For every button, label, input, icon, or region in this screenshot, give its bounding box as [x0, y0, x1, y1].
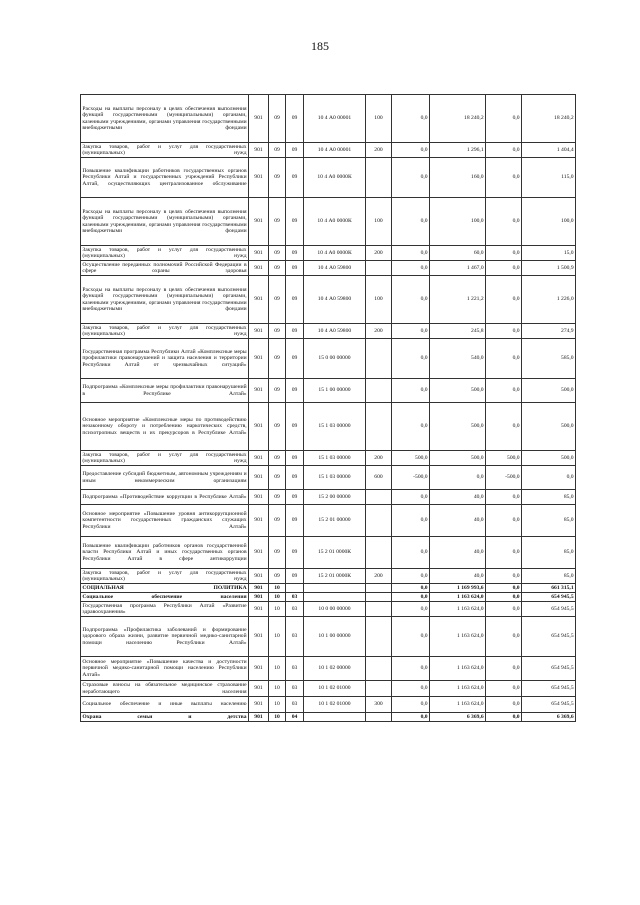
amount-change-1: 0,0 — [392, 537, 430, 569]
amount-total-1: 1 163 624,0 — [430, 593, 486, 602]
subsection-code: 09 — [286, 537, 304, 569]
ministry-code: 901 — [249, 681, 269, 697]
amount-total-1: 40,0 — [430, 490, 486, 505]
subsection-code: 09 — [286, 466, 304, 490]
ministry-code: 901 — [249, 713, 269, 722]
section-code: 09 — [269, 490, 286, 505]
amount-change-2: 0,0 — [486, 593, 522, 602]
amount-change-1: 0,0 — [392, 143, 430, 158]
amount-change-1: 0,0 — [392, 261, 430, 276]
ministry-code: 901 — [249, 617, 269, 657]
row-name: Охрана семьи и детства — [82, 713, 247, 720]
section-code: 09 — [269, 158, 286, 198]
amount-total-1: 500,0 — [430, 451, 486, 466]
amount-total-1: 40,0 — [430, 505, 486, 537]
row-name: Расходы на выплаты персоналу в целях обеспечения выполнения функций государственными (муниципальными) органами, казенными учреждениями, органами управления государственными внебюджетными фондами — [81, 95, 249, 143]
amount-change-2: 0,0 — [486, 617, 522, 657]
section-code: 09 — [269, 143, 286, 158]
target-article-code: 15 1 03 00000 — [304, 403, 366, 451]
amount-total-1: 500,0 — [430, 379, 486, 403]
row-name: Основное мероприятие «Повышение качества и доступности первичной медико-санитарной помощи населению Республики Алтай» — [81, 657, 249, 681]
amount-change-1: 0,0 — [392, 379, 430, 403]
amount-change-1: 0,0 — [392, 158, 430, 198]
section-code: 10 — [269, 697, 286, 713]
expense-type-code: 200 — [366, 324, 392, 339]
amount-change-1: 0,0 — [392, 584, 430, 593]
target-article-code: 10 4 А0 59800 — [304, 276, 366, 324]
section-code: 09 — [269, 466, 286, 490]
amount-change-1: 0,0 — [392, 505, 430, 537]
target-article-code: 15 1 03 00000 — [304, 466, 366, 490]
table-row — [81, 403, 576, 451]
subsection-code: 09 — [286, 505, 304, 537]
target-article-code — [304, 593, 366, 602]
ministry-code: 901 — [249, 261, 269, 276]
target-article-code: 15 0 00 00000 — [304, 339, 366, 379]
table-row — [81, 593, 576, 602]
amount-total-2: 18 240,2 — [522, 95, 576, 143]
ministry-code: 901 — [249, 505, 269, 537]
amount-total-2: 85,0 — [522, 490, 576, 505]
amount-change-2: 0,0 — [486, 379, 522, 403]
amount-total-1: 160,0 — [430, 158, 486, 198]
ministry-code: 901 — [249, 466, 269, 490]
amount-change-1: 0,0 — [392, 602, 430, 617]
table-row — [81, 617, 576, 657]
amount-total-1: 1 163 624,0 — [430, 617, 486, 657]
section-code: 09 — [269, 198, 286, 246]
amount-change-2: 0,0 — [486, 246, 522, 261]
target-article-code: 10 4 А0 59800 — [304, 324, 366, 339]
subsection-code: 09 — [286, 246, 304, 261]
amount-change-1: 0,0 — [392, 339, 430, 379]
target-article-code: 10 4 А0 00001 — [304, 95, 366, 143]
table-row — [81, 158, 576, 198]
amount-total-2: 654 945,5 — [522, 602, 576, 617]
expense-type-code — [366, 403, 392, 451]
amount-total-2: 1 404,4 — [522, 143, 576, 158]
expense-type-code — [366, 537, 392, 569]
target-article-code — [304, 584, 366, 593]
ministry-code: 901 — [249, 143, 269, 158]
amount-total-2: 500,0 — [522, 403, 576, 451]
amount-total-2: 500,0 — [522, 451, 576, 466]
row-name: Социальное обеспечение населения — [82, 593, 247, 600]
table-row — [81, 276, 576, 324]
amount-total-2: 85,0 — [522, 569, 576, 584]
table-row — [81, 379, 576, 403]
subsection-code: 03 — [286, 657, 304, 681]
expense-type-code — [366, 379, 392, 403]
table-row — [81, 657, 576, 681]
target-article-code: 15 1 03 00000 — [304, 451, 366, 466]
ministry-code: 901 — [249, 158, 269, 198]
row-name: Подпрограмма «Профилактика заболеваний и формирование здорового образа жизни, развитие первичной медико-санитарной помощи населению Республики Алтай» — [81, 617, 249, 657]
section-code: 10 — [269, 593, 286, 602]
expense-type-code — [366, 602, 392, 617]
table-row — [81, 681, 576, 697]
row-name: Осуществление переданных полномочий Российской Федерации в сфере охраны здоровья — [82, 261, 247, 274]
subsection-code: 09 — [286, 276, 304, 324]
expense-type-code — [366, 593, 392, 602]
amount-total-2: 100,0 — [522, 198, 576, 246]
amount-total-1: 245,8 — [430, 324, 486, 339]
row-name: Государственная программа Республики Алтай «Комплексные меры профилактики правонарушений и защита населения и территории Республики Алтай от чрезвычайных ситуаций» — [81, 339, 249, 379]
row-name: Страховые взносы на обязательное медицинское страхование неработающего населения — [82, 682, 247, 695]
table-row — [81, 198, 576, 246]
row-name: Основное мероприятие «Повышение уровня антикоррупционной компетентности государственных гражданских служащих Республики Алтай» — [81, 505, 249, 537]
amount-total-2: 1 500,9 — [522, 261, 576, 276]
amount-total-1: 18 240,2 — [430, 95, 486, 143]
expense-type-code: 200 — [366, 246, 392, 261]
row-name: Социальное обеспечение и иные выплаты населению — [81, 697, 249, 713]
section-code: 10 — [269, 602, 286, 617]
amount-change-2: 0,0 — [486, 713, 522, 722]
section-code: 09 — [269, 379, 286, 403]
amount-change-2: 0,0 — [486, 339, 522, 379]
target-article-code: 10 1 02 01000 — [304, 681, 366, 697]
ministry-code: 901 — [249, 379, 269, 403]
section-code: 09 — [269, 403, 286, 451]
amount-change-2: 0,0 — [486, 261, 522, 276]
row-name: Государственная программа Республики Алтай «Развитие здравоохранения» — [82, 602, 247, 615]
target-article-code: 10 0 00 00000 — [304, 602, 366, 617]
page-number: 185 — [311, 39, 329, 53]
ministry-code: 901 — [249, 95, 269, 143]
amount-total-2: 85,0 — [522, 505, 576, 537]
section-code: 09 — [269, 95, 286, 143]
subsection-code: 03 — [286, 593, 304, 602]
budget-table — [80, 94, 576, 722]
ministry-code: 901 — [249, 198, 269, 246]
section-code: 10 — [269, 681, 286, 697]
target-article-code: 10 1 02 01000 — [304, 697, 366, 713]
ministry-code: 901 — [249, 697, 269, 713]
amount-total-2: 85,0 — [522, 537, 576, 569]
amount-total-2: 654 945,5 — [522, 617, 576, 657]
ministry-code: 901 — [249, 490, 269, 505]
row-name: Закупка товаров, работ и услуг для государственных (муниципальных) нужд — [82, 569, 247, 582]
amount-change-2: 0,0 — [486, 276, 522, 324]
subsection-code: 09 — [286, 403, 304, 451]
amount-change-2: 500,0 — [486, 451, 522, 466]
expense-type-code: 100 — [366, 95, 392, 143]
row-name: Предоставление субсидий бюджетным, автономным учреждениям и иным некоммерческим организациям — [81, 466, 249, 490]
expense-type-code — [366, 713, 392, 722]
amount-total-1: 1 163 624,0 — [430, 681, 486, 697]
section-code: 09 — [269, 246, 286, 261]
subsection-code: 09 — [286, 339, 304, 379]
amount-change-1: 0,0 — [392, 569, 430, 584]
table-row — [81, 451, 576, 466]
amount-change-1: 0,0 — [392, 593, 430, 602]
subsection-code: 09 — [286, 569, 304, 584]
amount-change-2: 0,0 — [486, 537, 522, 569]
target-article-code: 10 4 А0 0000К — [304, 246, 366, 261]
amount-change-1: 0,0 — [392, 697, 430, 713]
expense-type-code — [366, 158, 392, 198]
subsection-code: 09 — [286, 451, 304, 466]
ministry-code: 901 — [249, 584, 269, 593]
subsection-code: 09 — [286, 379, 304, 403]
table-row — [81, 143, 576, 158]
ministry-code: 901 — [249, 276, 269, 324]
amount-change-2: 0,0 — [486, 505, 522, 537]
target-article-code: 10 1 00 00000 — [304, 617, 366, 657]
target-article-code: 10 4 А0 00001 — [304, 143, 366, 158]
amount-total-2: 500,0 — [522, 379, 576, 403]
row-name: Расходы на выплаты персоналу в целях обеспечения выполнения функций государственными (муниципальными) органами, казенными учреждениями, органами управления государственными внебюджетными фондами — [81, 198, 249, 246]
expense-type-code — [366, 657, 392, 681]
table-row — [81, 324, 576, 339]
amount-total-2: 654 945,5 — [522, 681, 576, 697]
section-code: 09 — [269, 324, 286, 339]
amount-change-2: 0,0 — [486, 602, 522, 617]
expense-type-code: 300 — [366, 697, 392, 713]
row-name: Основное мероприятие «Комплексные меры по противодействию незаконному обороту и потреблению наркотических средств, психотропных веществ и их прекурсоров в Республике Алтай» — [81, 403, 249, 451]
ministry-code: 901 — [249, 339, 269, 379]
row-name: Подпрограмма «Противодействие коррупции в Республике Алтай» — [81, 490, 249, 505]
amount-total-1: 6 369,6 — [430, 713, 486, 722]
amount-change-2: 0,0 — [486, 403, 522, 451]
amount-total-1: 1 296,1 — [430, 143, 486, 158]
amount-change-2: 0,0 — [486, 143, 522, 158]
section-code: 09 — [269, 339, 286, 379]
subsection-code: 09 — [286, 198, 304, 246]
row-name: СОЦИАЛЬНАЯ ПОЛИТИКА — [82, 584, 247, 591]
amount-total-2: 654 945,5 — [522, 593, 576, 602]
table-row — [81, 569, 576, 584]
amount-total-1: 1 467,0 — [430, 261, 486, 276]
target-article-code: 15 1 00 00000 — [304, 379, 366, 403]
expense-type-code: 200 — [366, 143, 392, 158]
row-name: Закупка товаров, работ и услуг для государственных (муниципальных) нужд — [82, 451, 247, 464]
section-code: 09 — [269, 537, 286, 569]
amount-total-2: 15,0 — [522, 246, 576, 261]
ministry-code: 901 — [249, 324, 269, 339]
amount-change-1: 0,0 — [392, 324, 430, 339]
section-code: 09 — [269, 505, 286, 537]
section-code: 09 — [269, 276, 286, 324]
row-name: Закупка товаров, работ и услуг для государственных (муниципальных) нужд — [82, 246, 247, 259]
amount-total-1: 1 221,2 — [430, 276, 486, 324]
amount-total-2: 115,0 — [522, 158, 576, 198]
subsection-code: 03 — [286, 602, 304, 617]
amount-change-2: 0,0 — [486, 569, 522, 584]
expense-type-code — [366, 584, 392, 593]
subsection-code: 09 — [286, 261, 304, 276]
target-article-code: 10 4 А0 59800 — [304, 261, 366, 276]
ministry-code: 901 — [249, 451, 269, 466]
amount-total-2: 654 945,5 — [522, 697, 576, 713]
section-code: 10 — [269, 584, 286, 593]
row-name: Повышение квалификации работников органов государственной власти Республики Алтай и иных государственных органов Республики Алтай в сфере антикоррупции — [81, 537, 249, 569]
expense-type-code: 200 — [366, 451, 392, 466]
subsection-code: 04 — [286, 713, 304, 722]
row-name: Повышение квалификации работников государственных органов Республики Алтай и государственных учреждений Республики Алтай, осуществляющих централизованное обслуживание — [81, 158, 249, 198]
table-row — [81, 697, 576, 713]
amount-total-2: 585,0 — [522, 339, 576, 379]
amount-change-1: 0,0 — [392, 403, 430, 451]
amount-change-1: -500,0 — [392, 466, 430, 490]
amount-change-2: 0,0 — [486, 490, 522, 505]
amount-total-2: 0,0 — [522, 466, 576, 490]
section-code: 09 — [269, 451, 286, 466]
table-row — [81, 537, 576, 569]
amount-total-2: 6 369,6 — [522, 713, 576, 722]
row-name: Закупка товаров, работ и услуг для государственных (муниципальных) нужд — [82, 324, 247, 337]
subsection-code: 03 — [286, 681, 304, 697]
amount-change-1: 0,0 — [392, 198, 430, 246]
subsection-code: 09 — [286, 490, 304, 505]
amount-change-1: 0,0 — [392, 713, 430, 722]
ministry-code: 901 — [249, 246, 269, 261]
ministry-code: 901 — [249, 537, 269, 569]
amount-total-1: 40,0 — [430, 537, 486, 569]
subsection-code: 09 — [286, 324, 304, 339]
table-row — [81, 339, 576, 379]
expense-type-code — [366, 617, 392, 657]
ministry-code: 901 — [249, 602, 269, 617]
ministry-code: 901 — [249, 593, 269, 602]
table-row — [81, 505, 576, 537]
target-article-code: 10 4 А0 0000К — [304, 198, 366, 246]
amount-change-2: 0,0 — [486, 158, 522, 198]
amount-total-2: 661 315,1 — [522, 584, 576, 593]
subsection-code: 03 — [286, 697, 304, 713]
expense-type-code — [366, 261, 392, 276]
table-row — [81, 95, 576, 143]
amount-change-1: 0,0 — [392, 681, 430, 697]
amount-change-1: 0,0 — [392, 276, 430, 324]
section-code: 10 — [269, 617, 286, 657]
subsection-code: 09 — [286, 143, 304, 158]
target-article-code: 10 4 А0 0000К — [304, 158, 366, 198]
amount-total-1: 60,0 — [430, 246, 486, 261]
section-code: 10 — [269, 713, 286, 722]
expense-type-code: 200 — [366, 569, 392, 584]
amount-change-2: -500,0 — [486, 466, 522, 490]
expense-type-code — [366, 505, 392, 537]
amount-total-2: 654 945,5 — [522, 657, 576, 681]
amount-total-1: 0,0 — [430, 466, 486, 490]
table-row — [81, 490, 576, 505]
amount-change-2: 0,0 — [486, 198, 522, 246]
table-row — [81, 246, 576, 261]
amount-change-2: 0,0 — [486, 681, 522, 697]
subsection-code: 09 — [286, 158, 304, 198]
target-article-code: 15 2 00 00000 — [304, 490, 366, 505]
expense-type-code: 100 — [366, 198, 392, 246]
row-name: Подпрограмма «Комплексные меры профилактики правонарушений в Республике Алтай» — [81, 379, 249, 403]
target-article-code: 15 2 01 0000К — [304, 569, 366, 584]
amount-change-2: 0,0 — [486, 657, 522, 681]
amount-change-1: 0,0 — [392, 617, 430, 657]
target-article-code — [304, 713, 366, 722]
expense-type-code — [366, 339, 392, 379]
amount-change-1: 0,0 — [392, 490, 430, 505]
table-row — [81, 261, 576, 276]
ministry-code: 901 — [249, 569, 269, 584]
amount-change-1: 0,0 — [392, 657, 430, 681]
expense-type-code — [366, 490, 392, 505]
ministry-code: 901 — [249, 403, 269, 451]
subsection-code — [286, 584, 304, 593]
amount-total-1: 1 163 624,0 — [430, 602, 486, 617]
amount-total-1: 500,0 — [430, 403, 486, 451]
row-name: Закупка товаров, работ и услуг для государственных (муниципальных) нужд — [82, 143, 247, 156]
amount-change-1: 500,0 — [392, 451, 430, 466]
amount-total-1: 100,0 — [430, 198, 486, 246]
amount-change-2: 0,0 — [486, 324, 522, 339]
amount-total-1: 540,0 — [430, 339, 486, 379]
ministry-code: 901 — [249, 657, 269, 681]
table-row — [81, 713, 576, 722]
amount-total-1: 40,0 — [430, 569, 486, 584]
section-code: 09 — [269, 569, 286, 584]
amount-total-2: 274,9 — [522, 324, 576, 339]
subsection-code: 03 — [286, 617, 304, 657]
row-name: Расходы на выплаты персоналу в целях обеспечения выполнения функций государственными (муниципальными) органами, казенными учреждениями, органами управления государственными внебюджетными фондами — [81, 276, 249, 324]
table-row — [81, 602, 576, 617]
table-row — [81, 466, 576, 490]
section-code: 09 — [269, 261, 286, 276]
target-article-code: 15 2 01 00000 — [304, 505, 366, 537]
table-row — [81, 584, 576, 593]
amount-total-2: 1 226,0 — [522, 276, 576, 324]
amount-change-1: 0,0 — [392, 95, 430, 143]
target-article-code: 10 1 02 00000 — [304, 657, 366, 681]
subsection-code: 09 — [286, 95, 304, 143]
amount-total-1: 1 163 624,0 — [430, 697, 486, 713]
amount-total-1: 1 169 993,6 — [430, 584, 486, 593]
target-article-code: 15 2 01 0000К — [304, 537, 366, 569]
expense-type-code: 100 — [366, 276, 392, 324]
section-code: 10 — [269, 657, 286, 681]
amount-change-2: 0,0 — [486, 584, 522, 593]
amount-change-2: 0,0 — [486, 697, 522, 713]
expense-type-code: 600 — [366, 466, 392, 490]
amount-change-2: 0,0 — [486, 95, 522, 143]
amount-total-1: 1 163 624,0 — [430, 657, 486, 681]
amount-change-1: 0,0 — [392, 246, 430, 261]
expense-type-code — [366, 681, 392, 697]
